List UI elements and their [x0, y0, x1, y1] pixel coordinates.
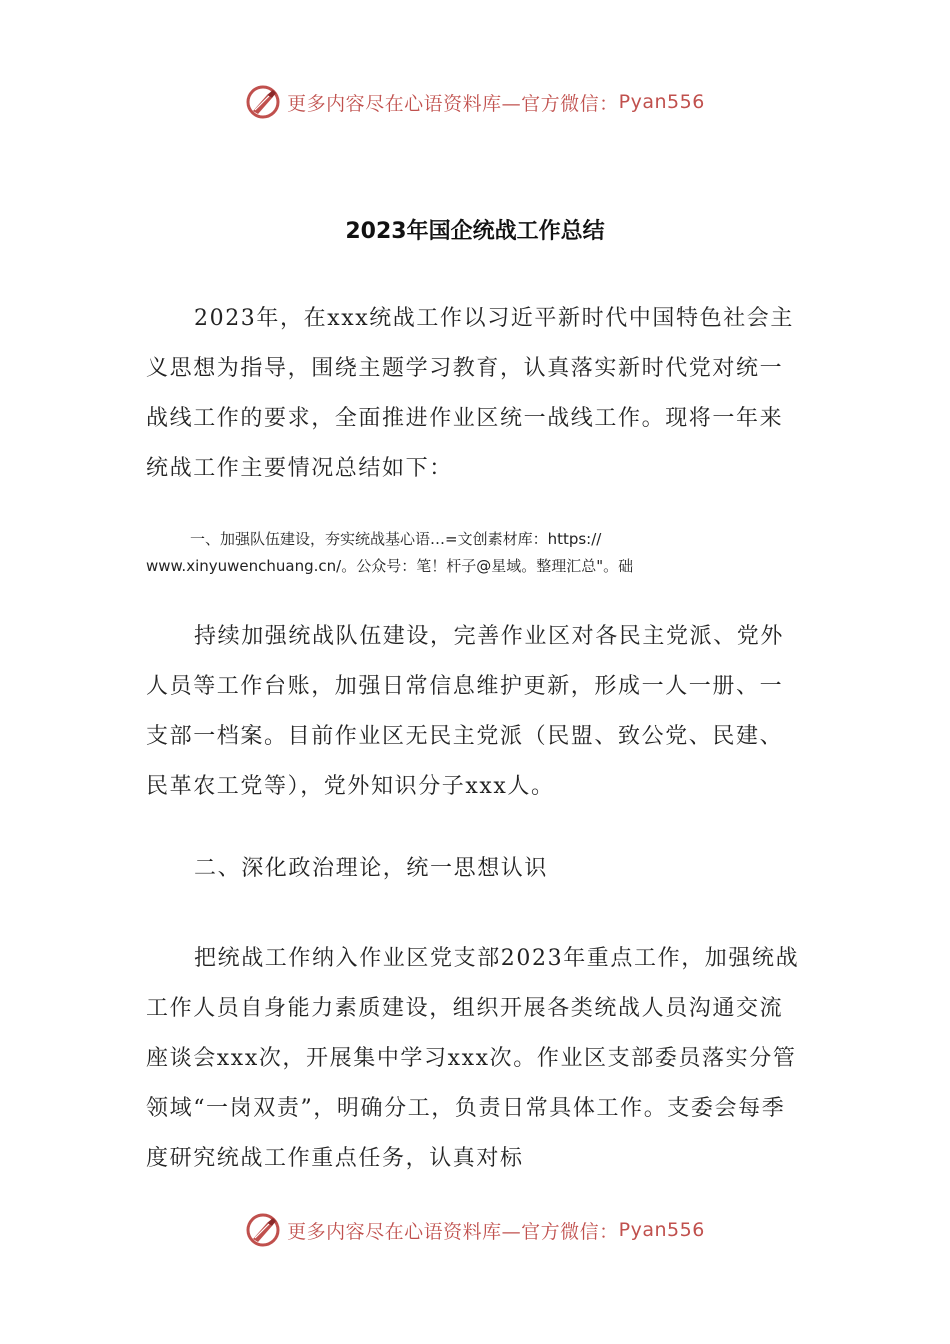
pen-nib-logo-icon — [245, 1212, 281, 1248]
footer-banner-wechat: Pyan556 — [618, 1219, 705, 1241]
section2-paragraph: 把统战工作纳入作业区党支部2023年重点工作，加强统战工作人员自身能力素质建设，组织开展各类统战人员沟通交流座谈会xxx次，开展集中学习xxx次。作业区支部委员落实分管领域“一岗双责”，明确分工，负责日常具体工作。支委会每季度研究统战工作重点任务，认真对标 — [146, 946, 800, 1171]
section1-note-line2: www.xinyuwenchuang.cn/。公众号：笔！杆子@星域。整理汇总"。础 — [146, 557, 634, 575]
header-banner-wechat: Pyan556 — [618, 91, 705, 113]
footer-banner-text: 更多内容尽在心语资料库—官方微信： — [287, 1220, 619, 1243]
section1-note — [146, 526, 746, 580]
pen-nib-logo-icon — [245, 84, 281, 120]
section1-note-line1: 一、加强队伍建设，夯实统战基心语…=文创素材库：https:// — [190, 530, 602, 548]
header-banner — [0, 82, 950, 122]
section1-paragraph: 持续加强统战队伍建设，完善作业区对各民主党派、党外人员等工作台账，加强日常信息维护更新，形成一人一册、一支部一档案。目前作业区无民主党派（民盟、致公党、民建、民革农工党等），党外知识分子xxx人。 — [146, 624, 785, 799]
footer-banner — [0, 1210, 950, 1250]
section2-heading: 二、深化政治理论，统一思想认识 — [194, 856, 549, 881]
intro-paragraph: 2023年，在xxx统战工作以习近平新时代中国特色社会主义思想为指导，围绕主题学习教育，认真落实新时代党对统一战线工作的要求，全面推进作业区统一战线工作。现将一年来统战工作主要情况总结如下： — [146, 306, 795, 481]
document-title: 2023年国企统战工作总结 — [345, 219, 605, 244]
header-banner-text: 更多内容尽在心语资料库—官方微信： — [287, 92, 619, 115]
